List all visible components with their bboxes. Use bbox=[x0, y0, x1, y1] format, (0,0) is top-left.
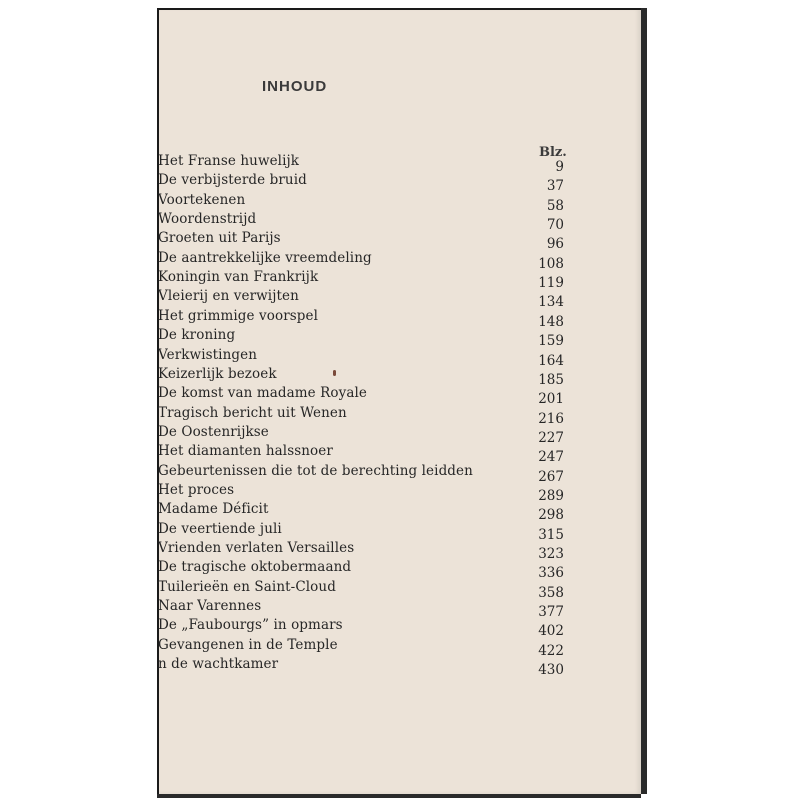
toc-entry bbox=[0, 211, 800, 231]
toc-entry-page: 164 bbox=[538, 353, 564, 369]
toc-entry-title: Naar Varennes bbox=[158, 598, 262, 614]
toc-entry-page: 336 bbox=[538, 565, 564, 581]
toc-entry bbox=[0, 482, 800, 502]
toc-entry bbox=[0, 424, 800, 444]
toc-entry-title: Vrienden verlaten Versailles bbox=[158, 540, 355, 556]
toc-entry-title: De tragische oktobermaand bbox=[158, 559, 352, 575]
toc-entry-page: 323 bbox=[538, 546, 564, 562]
toc-entry-title: n de wachtkamer bbox=[158, 656, 279, 672]
toc-entry-page: 201 bbox=[538, 391, 564, 407]
toc-entry-page: 402 bbox=[538, 623, 564, 639]
toc-entry-title: De „Faubourgs” in opmars bbox=[158, 617, 343, 633]
toc-entry bbox=[0, 230, 800, 250]
toc-entry-title: Voortekenen bbox=[158, 192, 246, 208]
toc-entry bbox=[0, 443, 800, 463]
toc-entry-page: 430 bbox=[538, 662, 564, 678]
toc-entry-page: 227 bbox=[538, 430, 564, 446]
toc-entry bbox=[0, 598, 800, 618]
toc-entry-page: 315 bbox=[538, 527, 564, 543]
toc-entry-title: De kroning bbox=[158, 327, 236, 343]
toc-entry-page: 298 bbox=[538, 507, 564, 523]
toc-entry bbox=[0, 308, 800, 328]
toc-entry bbox=[0, 579, 800, 599]
toc-entry-title: Woordenstrijd bbox=[158, 211, 257, 227]
toc-entry-title: Vleierij en verwijten bbox=[158, 288, 299, 304]
toc-entry bbox=[0, 347, 800, 367]
toc-entry bbox=[0, 172, 800, 192]
toc-entry-page: 422 bbox=[538, 643, 564, 659]
toc-entry bbox=[0, 385, 800, 405]
toc-entry-title: Het diamanten halssnoer bbox=[158, 443, 333, 459]
toc-entry-title: De Oostenrijkse bbox=[158, 424, 269, 440]
toc-entry-title: Keizerlijk bezoek bbox=[158, 366, 277, 382]
page-title: INHOUD bbox=[262, 78, 328, 95]
toc-entry-page: 108 bbox=[538, 256, 564, 272]
paper-stain bbox=[333, 370, 336, 376]
toc-entry-title: Gevangenen in de Temple bbox=[158, 637, 338, 653]
toc-entry-page: 358 bbox=[538, 585, 564, 601]
toc-entry-page: 58 bbox=[546, 198, 564, 214]
toc-entry-title: De verbijsterde bruid bbox=[158, 172, 307, 188]
toc-entry-page: 377 bbox=[538, 604, 564, 620]
toc-entry-title: Tuilerieën en Saint-Cloud bbox=[158, 579, 336, 595]
toc-entry bbox=[0, 269, 800, 289]
toc-entry-title: De veertiende juli bbox=[158, 521, 282, 537]
toc-entry-page: 9 bbox=[555, 159, 564, 175]
toc-entry bbox=[0, 540, 800, 560]
toc-entry-page: 70 bbox=[546, 217, 564, 233]
toc-entry-page: 159 bbox=[538, 333, 564, 349]
toc-entry bbox=[0, 656, 800, 676]
toc-entry bbox=[0, 501, 800, 521]
toc-entry bbox=[0, 559, 800, 579]
toc-entry-page: 119 bbox=[538, 275, 564, 291]
toc-entry-title: Het Franse huwelijk bbox=[158, 153, 300, 169]
toc-entry bbox=[0, 521, 800, 541]
toc-entry-title: Tragisch bericht uit Wenen bbox=[158, 405, 347, 421]
toc-entry-page: 267 bbox=[538, 469, 564, 485]
toc-entry bbox=[0, 153, 800, 173]
toc-entry-page: 134 bbox=[538, 294, 564, 310]
toc-entry-title: Het grimmige voorspel bbox=[158, 308, 319, 324]
toc-entry bbox=[0, 288, 800, 308]
toc-entry-title: Gebeurtenissen die tot de berechting leidden bbox=[158, 463, 473, 479]
toc-entry bbox=[0, 250, 800, 270]
toc-entry-page: 216 bbox=[538, 411, 564, 427]
toc-entry bbox=[0, 327, 800, 347]
toc-entry-page: 148 bbox=[538, 314, 564, 330]
toc-entry-page: 96 bbox=[546, 236, 564, 252]
toc-entry-title: Het proces bbox=[158, 482, 235, 498]
toc-entry-title: Madame Déficit bbox=[158, 501, 269, 517]
toc-entry-title: De komst van madame Royale bbox=[158, 385, 368, 401]
toc-entry-page: 37 bbox=[546, 178, 564, 194]
toc-entry-page: 247 bbox=[538, 449, 564, 465]
toc-entry bbox=[0, 617, 800, 637]
toc-entry-title: De aantrekkelijke vreemdeling bbox=[158, 250, 372, 266]
page-number-column-header: Blz. bbox=[539, 145, 567, 160]
toc-entry bbox=[0, 366, 800, 386]
toc-entry-title: Verkwistingen bbox=[158, 347, 257, 363]
toc-entry-title: Groeten uit Parijs bbox=[158, 230, 281, 246]
toc-entry-page: 289 bbox=[538, 488, 564, 504]
toc-entry bbox=[0, 405, 800, 425]
toc-entry bbox=[0, 463, 800, 483]
toc-entry-title: Koningin van Frankrijk bbox=[158, 269, 319, 285]
toc-entry bbox=[0, 637, 800, 657]
toc-entry-page: 185 bbox=[538, 372, 564, 388]
toc-entry bbox=[0, 192, 800, 212]
